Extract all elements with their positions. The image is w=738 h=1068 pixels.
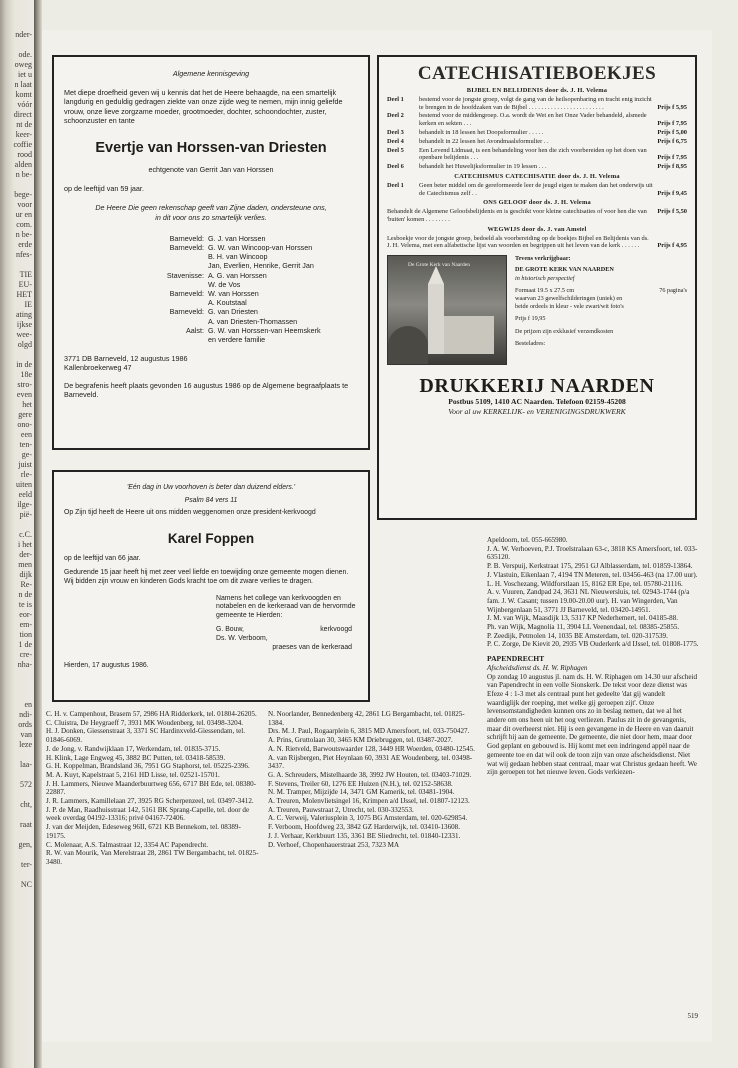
address-line: 3771 DB Barneveld, 12 augustus 1986 (64, 354, 188, 364)
previous-page-line (0, 350, 34, 360)
previous-page-line: laa- (20, 760, 32, 769)
book-price: Prijs f 19,95 (515, 315, 546, 323)
booklet-description: Geen beter middel om de gereformeerde leer de jeugd eigen te maken dan het onderwijs uit de Catechismus zelf . . (419, 181, 653, 197)
address-entry: P. C. Zorge, De Kievit 20, 2935 VB Ouderkerk a/d IJssel, tel. 01808-1775. (487, 640, 699, 649)
previous-page-line: olgd (17, 340, 32, 349)
address-entry: G. A. Schreuders, Mistelhaarde 38, 3992 JW Houten, tel. 03403-71029. (268, 770, 472, 779)
section-price: Prijs f 4,95 (657, 242, 687, 250)
previous-page-line: EU- (18, 280, 32, 289)
address-entry: H. Klink, Lage Engweg 45, 3882 BC Putten, tel. 03418-58539. (46, 753, 226, 762)
previous-page-line: der- (19, 550, 32, 559)
previous-page-line (0, 670, 34, 680)
book-subtitle: in historisch perspectief (515, 274, 575, 282)
previous-page-line (0, 810, 34, 820)
previous-page-line: gen, (18, 840, 32, 849)
verse: De Heere Die geen rekenschap geeft van Zijne daden, ondersteune ons, in dit voor ons zo smartelijk verlies. (95, 203, 327, 222)
booklet-price: Prijs f 5,95 (657, 103, 687, 111)
booklet-description-row (419, 163, 687, 171)
booklet-description-row (419, 147, 687, 163)
previous-page-line: uiten (16, 480, 32, 489)
family-place: Stavenisse: (166, 270, 204, 280)
previous-page-line: keer- (15, 130, 32, 139)
booklet-part: Deel 1 (387, 181, 404, 189)
also-available: Tevens verkrijgbaar: (515, 255, 571, 263)
booklet-description-row (419, 129, 687, 137)
previous-page-line (0, 180, 34, 190)
previous-page-line: n be- (15, 170, 32, 179)
family-place: Barneveld: (169, 307, 204, 317)
booklet-price: Prijs f 7,95 (657, 154, 687, 162)
previous-page-line: bege- (14, 190, 32, 199)
previous-page-line: IE (24, 300, 32, 309)
previous-page-line: en (24, 700, 32, 709)
section-items (387, 182, 687, 198)
address-entry: J. de Jong, v. Randwijklaan 17, Werkendam, tel. 01835-3715. (46, 744, 221, 753)
address-entry: C. Cluistra, De Heygraeff 7, 3931 MK Woudenberg, tel. 03498-3204. (46, 718, 244, 727)
address-entry: F. Verboom, Hoofdweg 23, 3842 GZ Harderwijk, tel. 03410-13608. (268, 823, 460, 832)
family-names: A. G. van Horssen (208, 270, 267, 280)
previous-page-line: n laat (14, 80, 32, 89)
address-entry: P. Zeedijk, Petmolen 14, 1035 BE Amsterdam, tel. 020-317539. (487, 631, 668, 640)
notice-intro: Op Zijn tijd heeft de Heere uit ons midden weggenomen onze president-kerkvoogd (64, 509, 316, 517)
previous-page-line: raat (20, 820, 32, 829)
address-column-3 (487, 536, 699, 777)
previous-page-line: ono- (17, 420, 32, 429)
address-entry: A. v. Vuuren, Zandpad 24, 3631 NL Nieuwersluis, tel. 02943-1744 (p/a fam. J. W. Casant; tussen 19.00-20.00 uur). H. van Wingerden, Van Wijnbergenlaan 51, 3771 JJ Barneveld, tel. 03420-14951. (487, 588, 690, 614)
catechism-booklets-ad (377, 55, 697, 520)
booklet-part: Deel 3 (387, 128, 404, 136)
printer-address: Postbus 5109, 1410 AC Naarden. Telefoon 02159-45208 (448, 397, 626, 407)
booklet-part: Deel 4 (387, 137, 404, 145)
spouse-line: echtgenote van Gerrit Jan van Horssen (148, 165, 274, 175)
quote: 'Eén dag in Uw voorhoven is beter dan duizend elders.' (126, 484, 296, 491)
book-format: Formaat 19.5 x 27.5 cm (515, 286, 575, 294)
section-items (387, 96, 687, 171)
address-entry: J. van der Meijden, Edeseweg 96II, 6721 KB Bennekom, tel. 08389-19175. (46, 823, 241, 840)
family-names: en verdere familie (208, 335, 266, 345)
address-entry: A. Treuren, Pauwstraat 2, Utrecht, tel. 030-332553. (268, 805, 414, 814)
signatory-name: Ds. W. Verboom, (216, 634, 268, 642)
booklet-price: Prijs f 9,45 (657, 189, 687, 197)
previous-page-line (0, 830, 34, 840)
age-line: op de leeftijd van 59 jaar. (64, 184, 144, 194)
previous-page-line: Re- (20, 580, 32, 589)
booklet-description: behandelt in 22 lessen het Avondmaalsformulier . . (419, 137, 549, 145)
family-names: G. W. van Wincoop-van Horssen (208, 243, 313, 253)
previous-page-line (0, 680, 34, 690)
section-body (387, 208, 687, 224)
previous-page-line: rood (17, 150, 32, 159)
service-text: Gedurende 15 jaar heeft hij met zeer veel liefde en toewijding onze gemeente mogen dienen. (64, 569, 349, 577)
section-heading: PAPENDRECHT (487, 654, 545, 664)
cover-tower (428, 284, 444, 354)
book-cover-image (387, 255, 507, 365)
address-entry: J. R. Lammers, Kamillelaan 27, 3925 RG Scherpenzeel, tel. 03497-3412. (46, 797, 254, 806)
previous-page-line: iet u (18, 70, 32, 79)
book-gutter (34, 0, 42, 1068)
previous-page-line: TIE (19, 270, 32, 279)
cover-trees (388, 326, 428, 365)
address-entry: C. H. v. Campenhout, Brasem 57, 2986 HA Ridderkerk, tel. 01804-26205. (46, 710, 257, 718)
previous-page-line: cre- (19, 650, 32, 659)
address-entry: P. B. Verspuij, Kerkstraat 175, 2951 GJ Alblasserdam, tel. 01859-13864. (487, 562, 693, 571)
previous-page-line: nha- (17, 660, 32, 669)
condolence-text: Wij bidden zijn vrouw en kinderen Gods kracht toe om dit zware verlies te dragen. (64, 577, 313, 585)
address-entry: A. van Rijsbergen, Piet Heynlaan 60, 3931 AE Woudenberg, tel. 03498-3437. (268, 753, 473, 771)
family-place: Barneveld: (169, 289, 204, 299)
address-entry: H. J. Donken, Giessenstraat 3, 3371 SC Hardinxveld-Giessendam, tel. 01846-6069. (46, 727, 245, 745)
book-offer (387, 255, 687, 365)
address-entry: N. Noorlander, Bennedenberg 42, 2861 LG Bergambacht, tel. 01825-1384. (268, 710, 465, 727)
booklet-part: Deel 5 (387, 146, 404, 154)
booklet-item (387, 163, 687, 171)
age-line: op de leeftijd van 66 jaar. (64, 554, 141, 562)
booklet-item (387, 129, 687, 137)
family-place: Barneveld: (169, 243, 204, 253)
family-place: Barneveld: (169, 233, 204, 243)
address-entry: J. J. Verhaar, Kerkbuurt 135, 3361 BE Sliedrecht, tel. 01840-12331. (268, 831, 461, 840)
section-body (387, 235, 687, 251)
previous-page-line (0, 790, 34, 800)
previous-page-line: even (16, 390, 32, 399)
previous-page-line: wee- (16, 330, 32, 339)
previous-page-edge (0, 30, 34, 1040)
booklet-description: behandelt in 18 lessen het Doopsformulier . . . . . (419, 128, 544, 136)
previous-page-line: pië- (19, 510, 32, 519)
address-entry: J. P. de Man, Raadhuisstraat 142, 5161 BK Sprang-Capelle, tel. door de week overdag 04192-13316; privé 04167-72406. (46, 805, 250, 823)
previous-page-line: oweg (14, 60, 32, 69)
deceased-name: Evertje van Horssen-van Driesten (95, 140, 327, 157)
previous-page-line: een (20, 430, 32, 439)
previous-page-line: eor- (19, 610, 32, 619)
previous-page-line: ndi- (19, 710, 32, 719)
page (42, 30, 712, 1042)
previous-page-line: 572 (20, 780, 32, 789)
section-text: Behandelt de Algemene Geloofsbelijdenis en is geschikt voor kleine catechisaties of voor hen die van 'buiten' komen . . . . . . . . (387, 208, 647, 223)
booklet-item (387, 182, 687, 198)
previous-page-line (0, 850, 34, 860)
booklet-description: bestemd voor de jongste groep, volgt de gang van de heilsopenbaring en tracht enig inzicht te brengen in de hoofdzaken van de Bijbel . . . . . . . . . . . . . . . . . . . . . . . . (419, 95, 652, 111)
section-price: Prijs f 5,50 (657, 208, 687, 216)
previous-page-line: ten- (19, 440, 32, 449)
book-detail: waarvan 23 gewelfschilderingen (uniek) en (515, 294, 623, 302)
signature-block (216, 595, 358, 653)
address-entry: L. H. Voschezang, Wildforstlaan 15, 8162 ER Epe, tel. 05780-21116. (487, 579, 683, 588)
previous-page-line (0, 260, 34, 270)
booklet-part: Deel 1 (387, 95, 404, 103)
previous-page-line (0, 750, 34, 760)
address-entry: A. C. Verweij, Valeriusplein 3, 1075 BG Amsterdam, tel. 020-629854. (268, 814, 468, 823)
book-detail: beide ordeels in kleur - vele zwart/wit foto's (515, 303, 624, 311)
signatory-name: G. Bouw, (216, 626, 244, 634)
section-title: CATECHISMUS CATECHISATIE door ds. J. H. Velema (454, 172, 620, 180)
address-entry: A. N. Rietveld, Barwoutswaarder 128, 3449 HR Woerden, 03480-12545. (268, 744, 475, 753)
family-names: W. van Horssen (208, 289, 259, 299)
booklet-price: Prijs f 5,00 (657, 128, 687, 136)
family-names: G. van Driesten (208, 307, 258, 317)
family-names: B. H. van Wincoop (208, 252, 268, 262)
previous-page-line: te is (18, 600, 32, 609)
previous-page-line: direct (13, 110, 32, 119)
previous-page-line: voor (17, 200, 32, 209)
previous-page-line: ilge- (17, 500, 32, 509)
previous-page-line: gere (18, 410, 32, 419)
address-entry: A. Prins, Gruttolaan 30, 3465 KM Driebruggen, tel. 03487-2027. (268, 736, 453, 745)
previous-page-line: tion (19, 630, 32, 639)
previous-page-line: ords (18, 720, 32, 729)
address-entry: J. A. W. Verhoeven, P.J. Troelstralaan 63-c, 3818 KS Amersfoort, tel. 033-635120. (487, 544, 698, 562)
previous-page-line: ijkse (16, 320, 32, 329)
booklet-price: Prijs f 8,95 (657, 163, 687, 171)
previous-page-line: cht, (20, 800, 32, 809)
booklet-price: Prijs f 6,75 (657, 137, 687, 145)
previous-page-line (0, 520, 34, 530)
previous-page-line: komt (15, 90, 32, 99)
previous-page-line: erde (18, 240, 32, 249)
family-names: W. de Vos (208, 279, 241, 289)
previous-page-line (0, 770, 34, 780)
signatory-role: praeses van de kerkeraad (272, 643, 352, 651)
signature-intro: Namens het college van kerkvoogden en notabelen en de kerkeraad van de hervormde gemeente te Hierden: (216, 594, 356, 619)
book-title: DE GROTE KERK VAN NAARDEN (515, 266, 614, 274)
previous-page-line: het (22, 400, 32, 409)
previous-page-line (0, 40, 34, 50)
section-title: WEGWIJS door ds. J. van Amstel (487, 225, 587, 233)
previous-page-line: alden (14, 160, 32, 169)
previous-page-line (0, 690, 34, 700)
section-title: ONS GELOOF door ds. J. H. Velema (483, 199, 591, 207)
address-entry: J. H. Lammers, Nieuwe Maanderbuurtweg 656, 6717 BH Ede, tel. 08380-22887. (46, 779, 257, 797)
article-text: Op zondag 10 augustus jl. nam ds. H. W. Riphagen om 14.30 uur afscheid van Papendrecht in een volle Sionskerk. De tekst voor deze dienst was Efeze 4 : 1-3 met als centraal punt het gedeelte 'dat gij wandelt waardiglijk der roeping, met welke gij geroepen zijt'. Onze levensomstandigheden kunnen ons zo in beslag nemen, dat we al het andere om ons heen uit het oog verliezen. Paulus zit in de gevangenis, maar dit overheerst niet. Hij is een gevangene in de Heere en van daaruit schrijft hij aan de gemeente. De gemeente, die niet door hem, maar door God geplant en gebouwd is. Hij komt met een indringend appèl naar de gemeente toe en dat wil ook de toon zijn van onze afscheidsdienst. Niet wat wij gedaan hebben staat centraal, maar wat Christus gedaan heeft. We zijn geroepen tot het nieuwe leven. Gods verkiezen- (487, 672, 698, 777)
booklet-item (387, 96, 687, 112)
previous-page-line: juist (18, 460, 32, 469)
previous-page-line: stro- (17, 380, 32, 389)
booklet-description-row (419, 112, 687, 128)
printer-tagline: Voor al uw KERKELIJK- en VERENIGINGSDRUKWERK (448, 407, 626, 417)
death-notice-van-horssen (52, 55, 370, 450)
family-names: A. van Driesten-Thomassen (208, 316, 298, 326)
booklet-description: bestemd voor de middengroep. O.a. wordt de Wet en het Onze Vader behandeld, alsmede kerken en sekten . . . (419, 112, 647, 128)
section-text: Lesboekje voor de jongste groep, bedoeld als voorbereiding op de boekjes Bijbel en Belijdenis van ds. J. H. Velema, met een alfabetische lijst van woorden en begrippen uit het leven van de kerk . . . . . . (387, 234, 649, 250)
cover-nave (444, 316, 494, 354)
booklet-part: Deel 6 (387, 163, 404, 171)
previous-page-line: n be- (15, 230, 32, 239)
booklet-item (387, 112, 687, 128)
address-entry: J. Vlastuin, Eikenlaan 7, 4194 TN Meteren, tel. 03456-463 (na 17.00 uur). (487, 570, 698, 579)
address-entry: Drs. M. J. Paul, Rogaarplein 6, 3815 MD Amersfoort, tel. 033-750427. (268, 727, 470, 736)
book-info (507, 255, 687, 365)
address-entry: Ph. van Wijk, Magnolia 11, 3904 LL Veenendaal, tel. 08385-25855. (487, 623, 680, 632)
previous-page-line: com. (16, 220, 32, 229)
notice-intro: Met diepe droefheid geven wij u kennis dat het de Heere behaagde, na een smartelijk langdurig en geduldig gedragen ziekte van onze zijde weg te nemen, mijn innig geliefde vrouw, onze lieve zorgzame moeder, grootmoeder, dochter, schoondochter, zuster, schoonzuster en tante (64, 88, 343, 125)
previous-page-line: NC (20, 880, 32, 889)
address-entry: C. Molenaar, A.S. Talmastraat 12, 3354 AC Papendrecht. (46, 840, 209, 849)
book-format-row (515, 287, 687, 295)
family-place: Aalst: (186, 325, 204, 335)
address-entry: J. M. van Wijk, Maasdijk 13, 5317 KP Nederhemert, tel. 04185-88. (487, 614, 679, 623)
family-names: A. Koutstaal (208, 298, 247, 308)
family-list (64, 234, 358, 344)
family-place (64, 298, 204, 307)
address-entry: Apeldoorn, tel. 055-665980. (487, 536, 568, 544)
funeral-note: De begrafenis heeft plaats gevonden 16 augustus 1986 op de Algemene begraafplaats te Barneveld. (64, 380, 349, 399)
previous-page-line: nder- (15, 30, 32, 39)
previous-page-line: vóór (17, 100, 32, 109)
address-entry: D. Verhoef, Chopenhauerstraat 253, 7323 MA (268, 840, 400, 849)
quote-reference: Psalm 84 vers 11 (184, 496, 238, 504)
street-line: Kallenbroekerweg 47 (64, 363, 132, 373)
ad-title: CATECHISATIEBOEKJES (417, 63, 657, 84)
previous-page-line: nt de (16, 120, 32, 129)
family-place (64, 261, 204, 270)
notice-header: Algemene kennisgeving (172, 69, 250, 78)
booklet-description-row (419, 182, 687, 198)
address-entry: A. Treuren, Molenvlietsingel 16, Krimpen a/d IJssel, tel. 01807-12123. (268, 797, 470, 806)
previous-page-line: ter- (21, 860, 32, 869)
previous-page-line: n de (18, 590, 32, 599)
previous-page-line: ge- (21, 450, 32, 459)
previous-page-line: c.C. (19, 530, 32, 539)
previous-page-line: van (20, 730, 32, 739)
death-notice-foppen (52, 470, 370, 702)
family-names: G. W. van Horssen-van Heemskerk (208, 325, 321, 335)
previous-page-line: coffie (13, 140, 32, 149)
address-column-1 (46, 710, 260, 867)
address-entry: N. M. Tramper, Mijzijde 14, 3471 GM Kamerik, tel. 03481-1904. (268, 788, 455, 797)
booklet-item (387, 147, 687, 163)
family-place (64, 252, 204, 261)
order-label: Besteladres: (515, 339, 546, 347)
address-column-2 (268, 710, 476, 849)
booklet-description: behandelt het Huwelijksformulier in 19 lessen . . . (419, 163, 547, 171)
previous-page-line: ode. (18, 50, 32, 59)
signatory-2 (216, 644, 358, 653)
previous-page-line: dijk (19, 570, 32, 579)
booklet-part: Deel 2 (387, 112, 404, 120)
booklet-price: Prijs f 7,95 (657, 120, 687, 128)
section-title: BIJBEL EN BELIJDENIS door ds. J. H. Velema (466, 87, 608, 94)
previous-page-line: 18e (20, 370, 32, 379)
family-place (64, 280, 204, 289)
booklet-item (387, 138, 687, 146)
previous-page-line: nfes- (16, 250, 32, 259)
previous-page-line: HET (16, 290, 32, 299)
family-names: G. J. van Horssen (208, 233, 266, 243)
family-place (64, 317, 204, 326)
previous-page-line: 1 de (18, 640, 32, 649)
previous-page-line: ating (16, 310, 32, 319)
printer-block (387, 375, 687, 417)
article-subheading: Afscheidsdienst ds. H. W. Riphagen (487, 663, 588, 672)
place-date: Hierden, 17 augustus 1986. (64, 662, 149, 670)
signatory-1 (216, 626, 358, 635)
previous-page-line: i het (18, 540, 32, 549)
price-note: De prijzen zijn exklusief verzendkosten (515, 327, 614, 335)
family-place (64, 335, 204, 344)
address-entry: R. W. van Mourik, Van Merelstraat 28, 2861 TW Bergambacht, tel. 01825-3480. (46, 849, 259, 866)
previous-page-line: ur en (15, 210, 32, 219)
book-pages: 76 pagina's (659, 286, 687, 294)
address-entry: G. H. Koppelman, Brandsland 36, 7951 GG Staphorst, tel. 05225-2396. (46, 762, 250, 771)
printer-name: DRUKKERIJ NAARDEN (419, 375, 655, 398)
previous-page-line: men (18, 560, 32, 569)
address-entry: F. Stevens, Treiler 60, 1276 EE Huizen (N.H.), tel. 02152-58638. (268, 779, 453, 788)
address-entry: M. A. Kuyt, Kapelstraat 5, 2161 HD Lisse, tel. 02521-15701. (46, 770, 220, 779)
address-list (487, 536, 699, 649)
previous-page-line: in de (16, 360, 32, 369)
signatory-role: kerkvoogd (320, 626, 352, 634)
booklet-description: Een Levend Lidmaat, is een behandeling voor hen die zich voorbereiden op het doen van openbare belijdenis . . . (419, 146, 647, 162)
booklet-description-row (419, 96, 687, 112)
booklet-description-row (419, 138, 687, 146)
previous-page-line: rle- (20, 470, 32, 479)
family-names: Jan, Everlien, Henrike, Gerrit Jan (208, 261, 314, 271)
previous-page-line: em- (19, 620, 32, 629)
deceased-name: Karel Foppen (167, 530, 255, 546)
cover-title: De Grote Kerk van Naarden (408, 262, 470, 269)
cover-spire (428, 266, 444, 284)
previous-page-line (0, 870, 34, 880)
previous-page-line: eeld (18, 490, 32, 499)
page-number: 519 (687, 1012, 698, 1020)
previous-page-line: leze (19, 740, 32, 749)
